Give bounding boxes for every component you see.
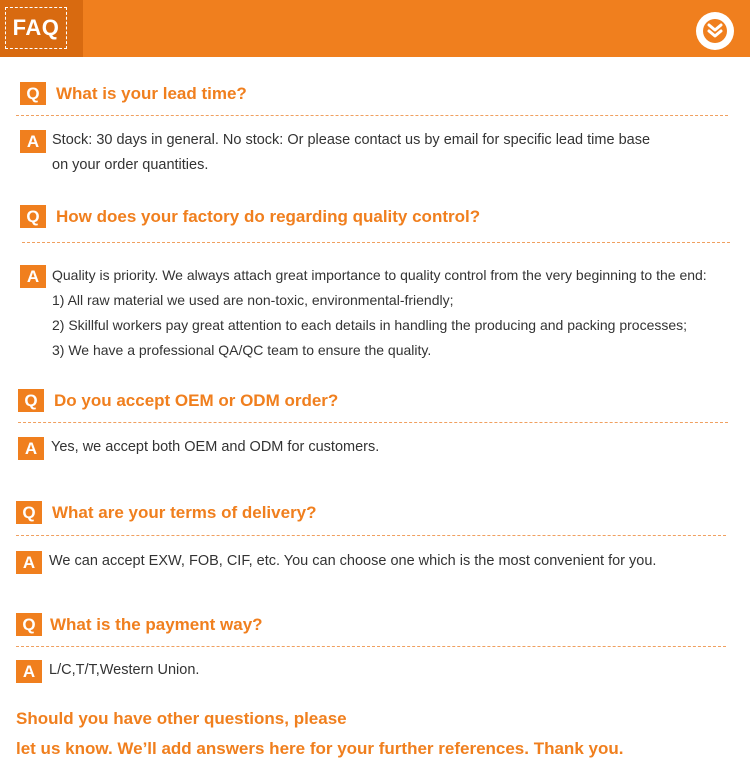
faq-answer-row <box>16 549 656 574</box>
answer-line: 2) Skillful workers pay great attention to each details in handling the producing and packing processes; <box>52 317 688 333</box>
faq-answer <box>49 549 656 574</box>
faq-question-row <box>16 501 317 524</box>
footer-line: let us know. We’ll add answers here for your further references. Thank you. <box>16 739 624 758</box>
question-badge: Q <box>18 389 44 412</box>
answer-line: 3) We have a professional QA/QC team to ensure the quality. <box>52 342 432 358</box>
faq-question: Do you accept OEM or ODM order? <box>54 390 339 410</box>
double-chevron-down-icon <box>702 18 728 44</box>
faq-answer-row <box>16 658 199 683</box>
divider <box>16 115 728 116</box>
faq-title: FAQ <box>5 7 67 49</box>
answer-line: on your order quantities. <box>52 157 209 173</box>
answer-badge: A <box>16 551 42 574</box>
answer-line: Quality is priority. We always attach great importance to quality control from the very beginning to the end: <box>52 267 707 283</box>
faq-header-bar <box>0 0 750 57</box>
footer-line: Should you have other questions, please <box>16 709 347 728</box>
faq-answer <box>51 435 379 460</box>
question-badge: Q <box>16 501 42 524</box>
faq-tab <box>0 0 83 57</box>
divider <box>16 535 726 536</box>
scroll-down-button[interactable] <box>696 12 734 50</box>
footer-note <box>16 704 623 764</box>
faq-question: What is your lead time? <box>56 83 247 103</box>
answer-line: L/C,T/T,Western Union. <box>49 662 200 678</box>
divider <box>16 646 726 647</box>
answer-badge: A <box>20 130 46 153</box>
answer-badge: A <box>18 437 44 460</box>
faq-question: How does your factory do regarding quality control? <box>56 206 481 226</box>
faq-question: What are your terms of delivery? <box>52 502 317 522</box>
faq-answer-row <box>20 263 707 363</box>
faq-question-row <box>16 613 263 636</box>
divider <box>22 242 730 243</box>
question-badge: Q <box>16 613 42 636</box>
divider <box>18 422 728 423</box>
answer-badge: A <box>20 265 46 288</box>
answer-line: Yes, we accept both OEM and ODM for customers. <box>51 439 380 455</box>
faq-answer-row <box>20 128 650 178</box>
faq-question: What is the payment way? <box>50 614 263 634</box>
faq-question-row <box>20 205 480 228</box>
answer-line: We can accept EXW, FOB, CIF, etc. You can choose one which is the most convenient for you. <box>49 553 657 569</box>
faq-answer <box>52 263 707 363</box>
faq-question-row <box>18 389 338 412</box>
faq-answer-row <box>18 435 379 460</box>
faq-answer <box>49 658 199 683</box>
answer-line: Stock: 30 days in general. No stock: Or please contact us by email for specific lead time base <box>52 132 651 148</box>
question-badge: Q <box>20 82 46 105</box>
answer-line: 1) All raw material we used are non-toxic, environmental-friendly; <box>52 292 454 308</box>
question-badge: Q <box>20 205 46 228</box>
faq-answer <box>52 128 650 178</box>
faq-question-row <box>20 82 247 105</box>
answer-badge: A <box>16 660 42 683</box>
